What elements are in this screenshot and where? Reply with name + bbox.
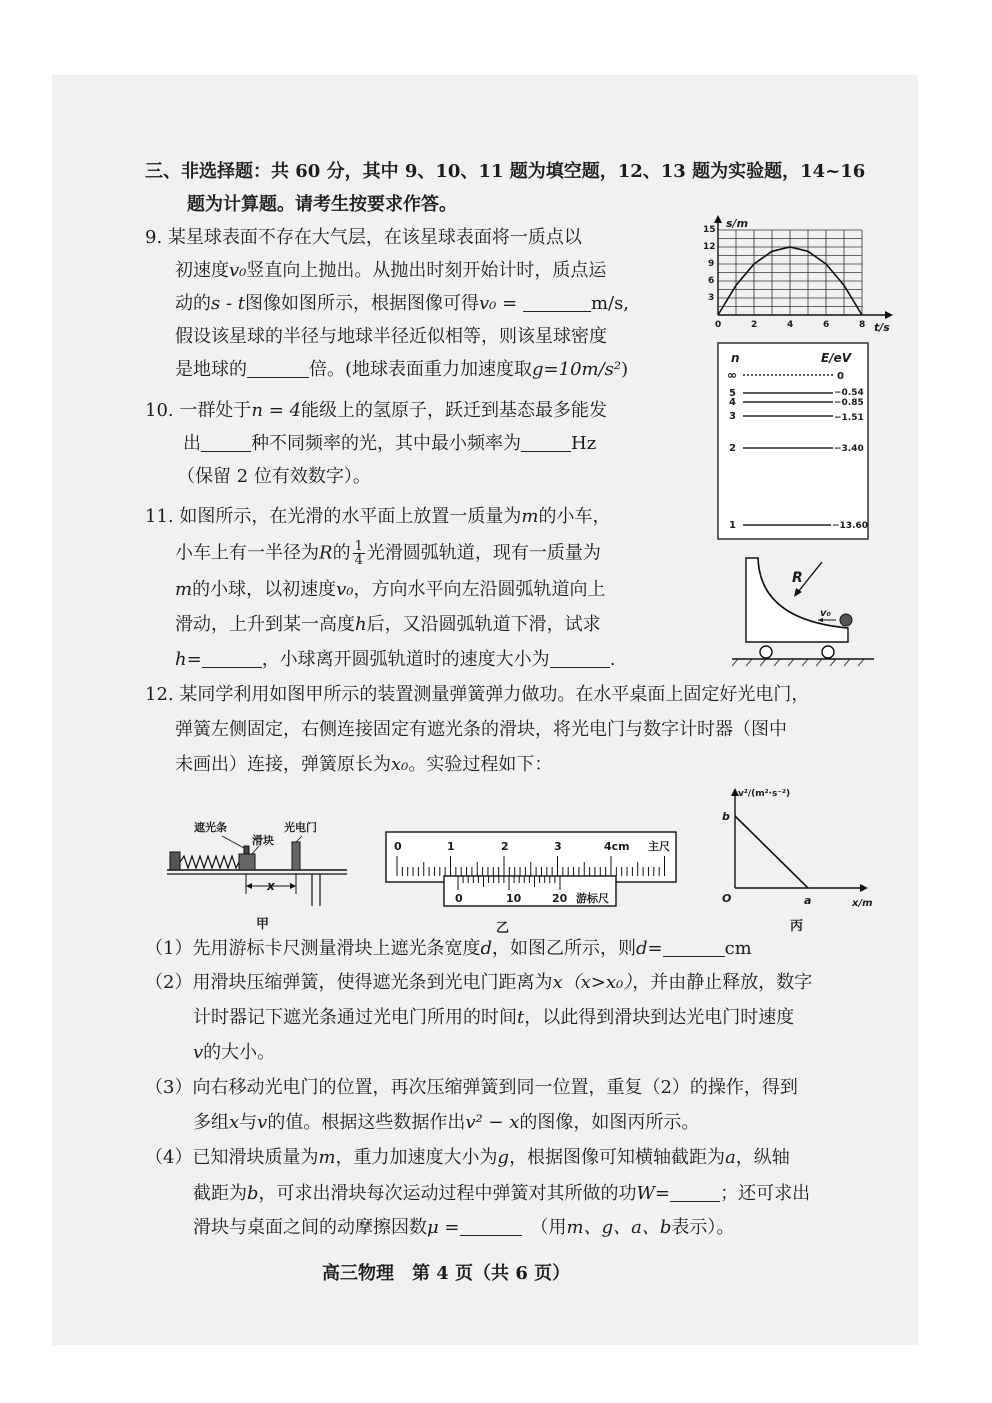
level-n: 2 <box>729 443 736 454</box>
shading-strip <box>244 846 249 854</box>
label-zheguangtiao: 遮光条 <box>194 821 227 834</box>
q9-line4: 假设该星球的半径与地球半径近似相等，则该星球密度 <box>175 326 607 347</box>
q12-part1: （1）先用游标卡尺测量滑块上遮光条宽度d，如图乙所示，则d= cm <box>145 938 752 959</box>
st-xtick: 8 <box>859 320 866 330</box>
fig-bing-caption: 丙 <box>790 919 804 934</box>
bing-o-label: O <box>722 892 732 905</box>
st-xtick: 6 <box>823 320 830 330</box>
q12-part2-line1: （2）用滑块压缩弹簧，使得遮光条到光电门距离为x（x>x₀），并由静止释放，数字 <box>145 972 813 993</box>
bing-b-label: b <box>722 810 730 823</box>
q12-part4-line1: （4）已知滑块质量为m，重力加速度大小为g，根据图像可知横轴截距为a，纵轴 <box>145 1147 790 1168</box>
level-e: −3.40 <box>834 444 864 454</box>
q10-blank-count[interactable] <box>201 433 251 452</box>
vernier-tick-label: 0 <box>455 892 463 905</box>
level-e: −13.60 <box>832 521 869 531</box>
q11-line5: h= ，小球离开圆弧轨道时的速度大小为 . <box>175 649 616 670</box>
st-ytick: 9 <box>708 259 715 269</box>
level-n: 5 <box>729 388 736 399</box>
bing-a-label: a <box>804 894 812 907</box>
st-xticks <box>715 320 865 330</box>
q9-line5: 是地球的 倍。(地球表面重力加速度取g=10m/s²) <box>175 359 629 380</box>
level-n: 4 <box>729 397 736 408</box>
st-ytick: 15 <box>703 225 716 235</box>
bing-line <box>735 816 808 888</box>
main-tick-label: 3 <box>554 840 562 853</box>
st-xtick: 2 <box>751 320 758 330</box>
fig-yi-vernier <box>382 826 682 946</box>
st-xlabel: t/s <box>874 321 890 334</box>
q12-blank-W[interactable] <box>670 1183 720 1202</box>
section-header-line1: 三、非选择题：共 60 分，其中 9、10、11 题为填空题，12、13 题为实验题，14~16 <box>145 161 866 182</box>
q9-blank-v0[interactable] <box>523 293 591 312</box>
st-xtick: 4 <box>787 320 794 330</box>
q12-part2-line2: 计时器记下遮光条通过光电门所用的时间t，以此得到滑块到达光电门时速度 <box>193 1007 795 1028</box>
level-n: 1 <box>729 520 736 531</box>
q9-line2: 初速度v₀竖直向上抛出。从抛出时刻开始计时，质点运 <box>175 260 607 281</box>
q10-line3: （保留 2 位有效数字）。 <box>177 466 371 487</box>
energy-e-label: E/eV <box>821 351 852 365</box>
fig-jia-caption: 甲 <box>256 917 270 932</box>
fig-yi-caption: 乙 <box>496 921 510 936</box>
energy-level-diagram <box>717 342 869 540</box>
bing-ylabel: v²/(m²·s⁻²) <box>738 789 791 799</box>
radius-label: R <box>792 570 803 586</box>
q10-blank-frequency[interactable] <box>521 433 571 452</box>
q12-part3-line1: （3）向右移动光电门的位置，再次压缩弹簧到同一位置，重复（2）的操作，得到 <box>145 1077 798 1098</box>
main-tick-label: 4cm <box>604 840 630 853</box>
q12-number: 12. <box>145 684 174 705</box>
main-tick-label: 2 <box>501 840 509 853</box>
q9-line1: 9. 某星球表面不存在大气层，在该星球表面将一质点以 <box>145 227 582 248</box>
bing-xlabel: x/m <box>852 898 873 909</box>
q12-part4-line2: 截距为b，可求出滑块每次运动过程中弹簧对其所做的功W= ；还可求出 <box>193 1183 811 1204</box>
q11-line3: m的小球，以初速度v₀，方向水平向左沿圆弧轨道向上 <box>175 579 606 600</box>
q10-line1: 10. 一群处于n = 4能级上的氢原子，跃迁到基态最多能发 <box>145 400 607 421</box>
slider-block <box>239 854 255 870</box>
ball <box>840 614 852 626</box>
q12-part4-line3: 滑块与桌面之间的动摩擦因数μ = （用m、g、a、b表示）。 <box>193 1217 735 1238</box>
q11-number: 11. <box>145 506 174 527</box>
st-ylabel: s/m <box>726 217 749 230</box>
vernier-label: 游标尺 <box>576 892 609 905</box>
vernier-tick-label: 20 <box>552 892 568 905</box>
q10-line2: 出 种不同频率的光，其中最小频率为 Hz <box>183 433 597 454</box>
quarter-fraction: $\frac{1}{4}$ <box>354 539 363 568</box>
vernier-tick-label: 10 <box>506 892 522 905</box>
level-e: −0.54 <box>834 388 864 398</box>
q12-line3: 未画出）连接，弹簧原长为x₀。实验过程如下： <box>175 754 553 775</box>
level-n: 3 <box>729 411 736 422</box>
q12-line1: 12. 某同学利用如图甲所示的装置测量弹簧弹力做功。在水平桌面上固定好光电门， <box>145 684 810 705</box>
spring <box>180 856 239 868</box>
cart-wheel <box>822 646 834 658</box>
label-guangdianmen: 光电门 <box>284 821 317 834</box>
level-e: −1.51 <box>834 413 864 423</box>
q10-number: 10. <box>145 400 174 421</box>
st-yticks <box>703 225 716 303</box>
st-ytick: 12 <box>703 242 716 252</box>
st-graph <box>700 215 900 335</box>
section-header-line2: 题为计算题。请考生按要求作答。 <box>187 194 457 215</box>
q12-line2: 弹簧左侧固定，右侧连接固定有遮光条的滑块，将光电门与数字计时器（图中 <box>175 719 787 740</box>
q9-line3: 动的s - t图像如图所示，根据图像可得v₀ = m/s, <box>175 293 630 314</box>
q11-line1: 11. 如图所示，在光滑的水平面上放置一质量为m的小车， <box>145 506 611 527</box>
q11-line2: 小车上有一半径为R的 $\frac{1}{4}$ 光滑圆弧轨道，现有一质量为 <box>175 539 601 568</box>
q12-part3-line2: 多组x与v的值。根据这些数据作出v² − x的图像，如图丙所示。 <box>193 1112 700 1133</box>
photogate <box>292 842 300 870</box>
q12-blank-d[interactable] <box>663 938 725 957</box>
main-tick-label: 0 <box>394 840 402 853</box>
st-ytick: 6 <box>708 276 715 286</box>
page-footer: 高三物理 第 4 页（共 6 页） <box>322 1263 571 1284</box>
main-scale-label: 主尺 <box>648 840 670 853</box>
main-tick-label: 1 <box>447 840 455 853</box>
q11-line4: 滑动，上升到某一高度h后，又沿圆弧轨道下滑，试求 <box>175 614 601 635</box>
level-n: ∞ <box>727 368 737 382</box>
q12-blank-mu[interactable] <box>460 1217 522 1236</box>
level-e: 0 <box>837 371 844 382</box>
q9-blank-density[interactable] <box>247 359 309 378</box>
label-huakuai: 滑块 <box>252 834 274 847</box>
q11-blank-speed[interactable] <box>550 649 610 668</box>
st-grid <box>718 230 862 315</box>
q9-number: 9. <box>145 227 163 248</box>
q12-part2-line3: v的大小。 <box>193 1042 276 1063</box>
level-e: −0.85 <box>834 398 864 408</box>
cart-wheel <box>760 646 772 658</box>
st-xtick: 0 <box>715 320 722 330</box>
energy-n-label: n <box>731 351 740 365</box>
st-ytick: 3 <box>708 293 715 303</box>
cart-figure <box>728 548 878 672</box>
fig-jia <box>162 808 352 938</box>
q11-blank-h[interactable] <box>202 649 262 668</box>
label-x: x <box>267 879 275 893</box>
v0-label: v₀ <box>820 608 831 619</box>
fig-bing-graph <box>710 784 885 934</box>
fixed-wall <box>170 852 180 870</box>
